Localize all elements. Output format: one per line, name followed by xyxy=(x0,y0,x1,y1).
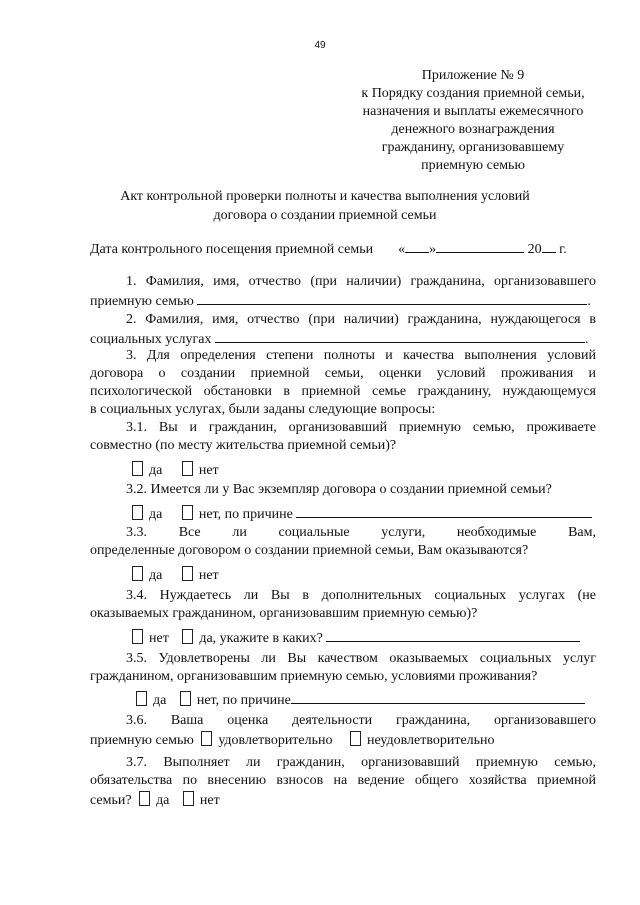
appendix-line: Приложение № 9 xyxy=(421,68,525,83)
question-3-7-prefix: семьи? xyxy=(90,793,132,808)
question-3-3-line1: 3.3. Все ли социальные услуги, необходимые Вам, xyxy=(126,525,596,540)
item-1-line2 xyxy=(90,292,596,310)
question-3-5-line1: 3.5. Удовлетворены ли Вы качеством оказываемых социальных услуг xyxy=(126,651,596,666)
option-label: удовлетворительно xyxy=(218,733,333,748)
checkbox-no[interactable] xyxy=(183,791,194,806)
page-number: 49 xyxy=(314,40,326,51)
option-label: нет, по причине xyxy=(196,693,291,708)
checkbox-no[interactable] xyxy=(182,566,193,581)
checkbox-no[interactable] xyxy=(182,505,193,520)
appendix-line: приемную семью xyxy=(421,158,525,173)
checkbox-no[interactable] xyxy=(180,691,191,706)
title-line: Акт контрольной проверки полноты и качества выполнения условий xyxy=(120,189,530,204)
checkbox-yes[interactable] xyxy=(139,791,150,806)
option-label: да xyxy=(156,793,170,808)
question-3-1-line1: 3.1. Вы и гражданин, организовавший приемную семью, проживаете xyxy=(126,420,596,435)
question-3-7-line3 xyxy=(90,791,596,809)
item-2-label: социальных услугах xyxy=(90,332,212,347)
appendix-line: назначения и выплаты ежемесячного xyxy=(362,104,584,119)
checkbox-satisfactory[interactable] xyxy=(201,731,212,746)
question-3-6-line2 xyxy=(90,731,596,749)
checkbox-no[interactable] xyxy=(132,629,143,644)
question-3-4-options xyxy=(132,629,638,647)
option-label: да xyxy=(153,693,167,708)
question-3-4-line1: 3.4. Нуждаетесь ли Вы в дополнительных социальных услугах (не xyxy=(126,588,596,603)
checkbox-yes[interactable] xyxy=(132,461,143,476)
year-field[interactable] xyxy=(542,240,556,253)
quote-close: » xyxy=(429,242,437,257)
visit-date-row xyxy=(90,240,596,258)
question-3-2-line1: 3.2. Имеется ли у Вас экземпляр договора о создании приемной семьи? xyxy=(126,482,552,497)
option-label: да xyxy=(149,568,163,583)
checkbox-yes[interactable] xyxy=(132,505,143,520)
question-3-6-prefix: приемную семью xyxy=(90,733,194,748)
question-3-3-options xyxy=(132,566,638,584)
checkbox-yes[interactable] xyxy=(132,566,143,581)
option-label: да, укажите в каких? xyxy=(199,631,323,646)
question-3-7-line1: 3.7. Выполняет ли гражданин, организовавший приемную семью, xyxy=(126,755,596,770)
question-3-7-line2: обязательства по внесению взносов на ведение общего хозяйства приемной xyxy=(90,773,596,788)
title-line: договора о создании приемной семьи xyxy=(213,208,437,223)
year-suffix: г. xyxy=(559,242,567,257)
month-field[interactable] xyxy=(436,240,524,253)
appendix-line: гражданину, организовавшему xyxy=(381,140,565,155)
appendix-line: к Порядку создания приемной семьи, xyxy=(361,86,585,101)
option-label: нет, по причине xyxy=(198,507,293,522)
option-label: неудовлетворительно xyxy=(367,733,495,748)
appendix-line: денежного вознаграждения xyxy=(391,122,555,137)
option-label: нет xyxy=(149,631,169,646)
document-title xyxy=(90,187,560,225)
question-3-6-line1: 3.6. Ваша оценка деятельности гражданина, организовавшего xyxy=(126,713,596,728)
item-2-line1: 2. Фамилия, имя, отчество (при наличии) гражданина, нуждающегося в xyxy=(126,312,596,327)
item-1-label: приемную семью xyxy=(90,294,194,309)
day-field[interactable] xyxy=(405,240,429,253)
item-3-line3: психологической обстановки в приемной семье гражданину, нуждающемуся xyxy=(90,384,596,399)
question-3-2-options xyxy=(132,505,638,523)
option-label: нет xyxy=(198,568,219,583)
option-label: нет xyxy=(199,793,220,808)
item-2-line2 xyxy=(90,330,596,348)
quote-open: « xyxy=(398,242,406,257)
checkbox-yes[interactable] xyxy=(136,691,147,706)
question-3-1-line2: совместно (по месту жительства приемной семьи)? xyxy=(90,438,397,453)
reason-field[interactable] xyxy=(296,505,592,518)
item-1-end: . xyxy=(587,294,591,309)
item-3-line1: 3. Для определения степени полноты и качества выполнения условий xyxy=(126,348,596,363)
reason-field[interactable] xyxy=(291,691,585,704)
option-label: да xyxy=(149,507,163,522)
option-label: нет xyxy=(198,463,219,478)
question-3-1-options xyxy=(132,461,638,479)
recipient-name-field[interactable] xyxy=(215,330,585,343)
checkbox-no[interactable] xyxy=(182,461,193,476)
visit-date-label: Дата контрольного посещения приемной семьи xyxy=(90,242,374,257)
option-label: да xyxy=(149,463,163,478)
item-3-line2: договора о создании приемной семьи, оценки условий проживания и xyxy=(90,366,596,381)
checkbox-yes[interactable] xyxy=(182,629,193,644)
question-3-4-line2: оказываемых гражданином, организовавшим приемную семью)? xyxy=(90,606,478,621)
question-3-3-line2: определенные договором о создании приемной семьи, Вам оказываются? xyxy=(90,543,529,558)
appendix-header xyxy=(346,67,600,175)
checkbox-unsatisfactory[interactable] xyxy=(350,731,361,746)
additional-services-field[interactable] xyxy=(326,629,580,642)
year-prefix: 20 xyxy=(527,242,542,257)
guardian-name-field[interactable] xyxy=(197,292,587,305)
item-2-end: . xyxy=(584,332,589,347)
question-3-5-line2: гражданином, организовавшим приемную семью, условиями проживания? xyxy=(90,669,538,684)
item-1-line1: 1. Фамилия, имя, отчество (при наличии) гражданина, организовавшего xyxy=(126,274,596,289)
question-3-5-options xyxy=(136,691,640,709)
item-3-line4: в социальных услугах, были заданы следующие вопросы: xyxy=(90,402,436,417)
